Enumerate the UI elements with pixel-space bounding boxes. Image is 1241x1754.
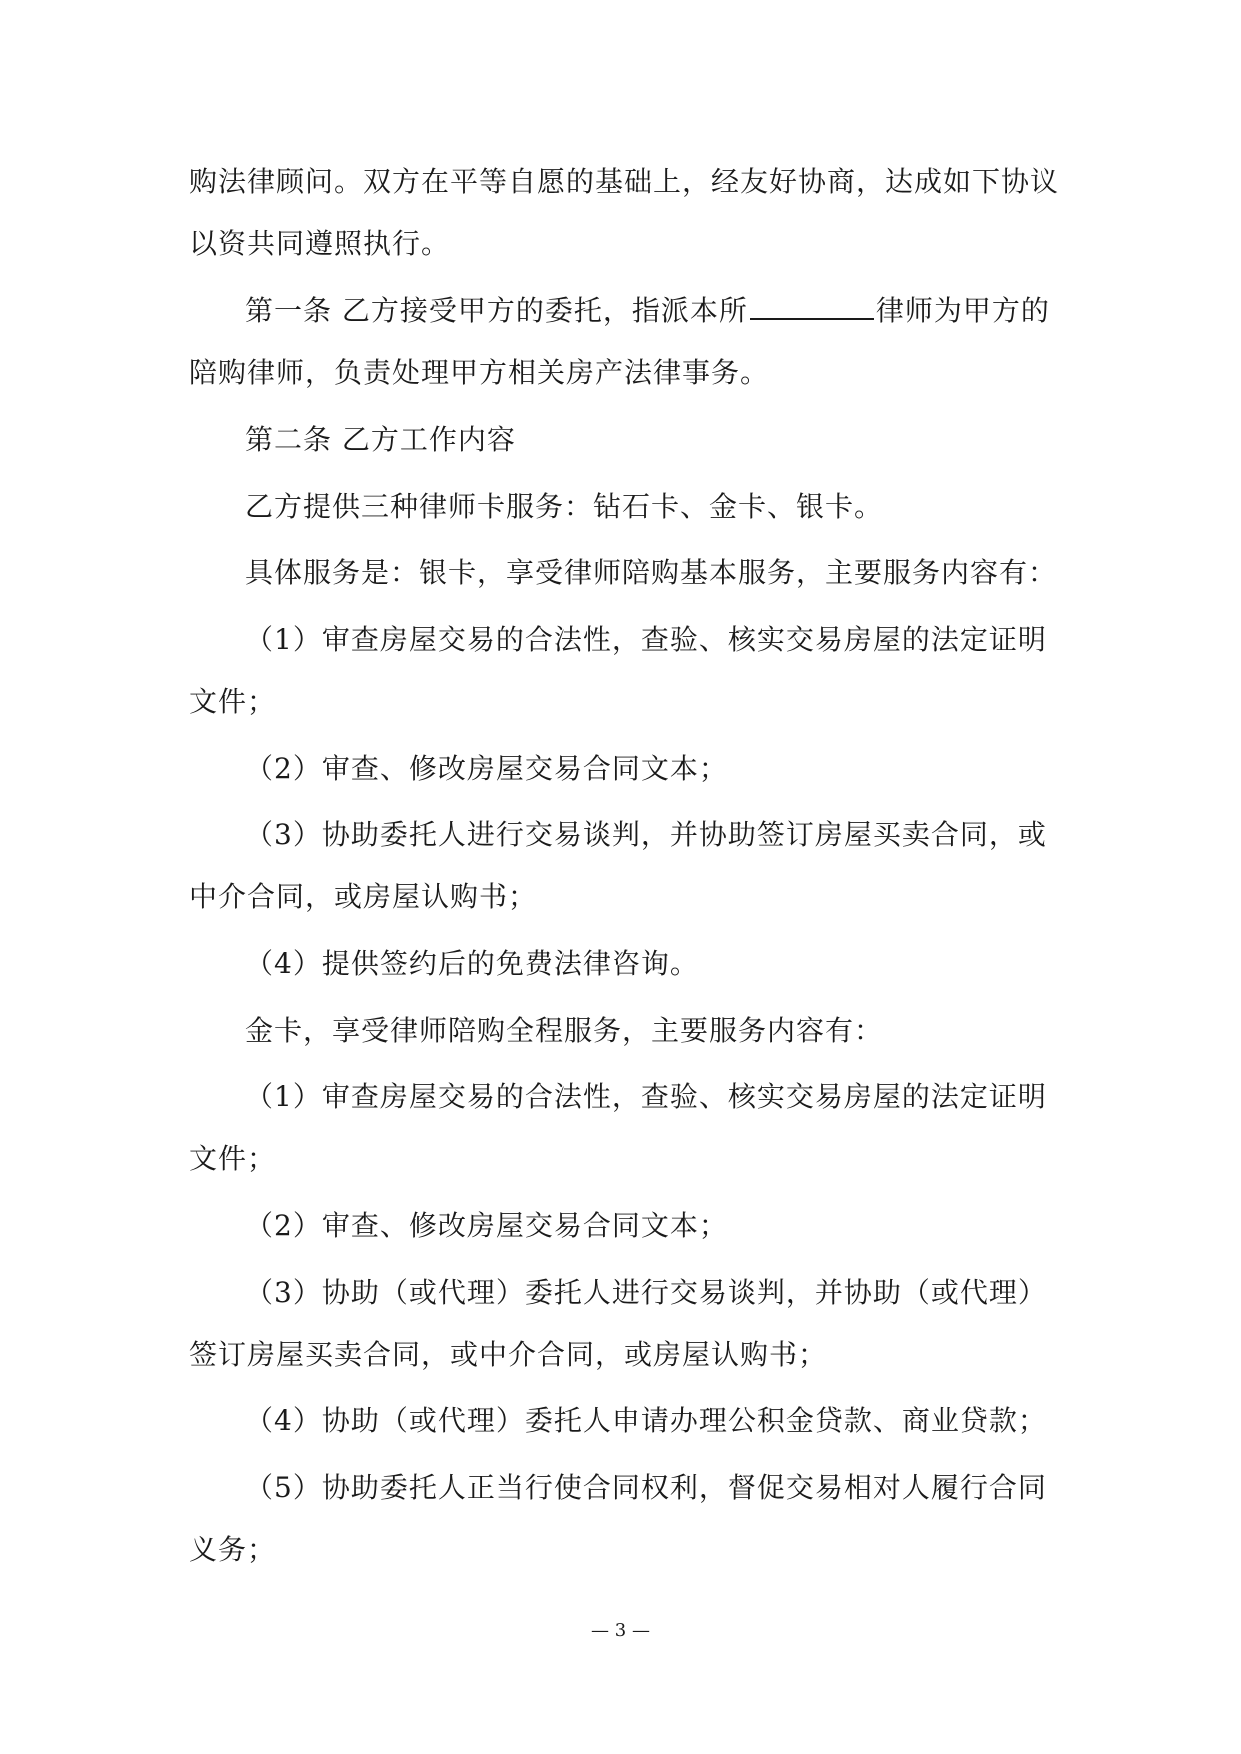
list-item-continuation: 文件； [189,1142,277,1175]
list-item: （2）审查、修改房屋交易合同文本； [245,752,728,785]
paragraph-line: 具体服务是：银卡，享受律师陪购基本服务，主要服务内容有： [245,556,1058,589]
list-item: （1）审查房屋交易的合法性，查验、核实交易房屋的法定证明 [245,1080,1047,1113]
list-item-continuation: 签订房屋买卖合同，或中介合同，或房屋认购书； [189,1338,828,1371]
list-item: （1）审查房屋交易的合法性，查验、核实交易房屋的法定证明 [245,623,1047,656]
list-item: （2）审查、修改房屋交易合同文本； [245,1209,728,1242]
paragraph-line: 陪购律师，负责处理甲方相关房产法律事务。 [189,356,770,389]
list-item: （5）协助委托人正当行使合同权利，督促交易相对人履行合同 [245,1471,1047,1504]
list-item: （3）协助委托人进行交易谈判，并协助签订房屋买卖合同，或 [245,818,1047,851]
page-number: — 3 — [591,1620,650,1641]
article-one-suffix: 律师为甲方的 [875,294,1050,327]
list-item: （3）协助（或代理）委托人进行交易谈判，并协助（或代理） [245,1276,1047,1309]
paragraph-line: 乙方提供三种律师卡服务：钻石卡、金卡、银卡。 [245,490,884,523]
list-item-continuation: 义务； [189,1533,277,1566]
list-item-continuation: 文件； [189,685,277,718]
list-item: （4）协助（或代理）委托人申请办理公积金贷款、商业贷款； [245,1404,1047,1437]
list-item-continuation: 中介合同，或房屋认购书； [189,880,538,913]
article-two-heading: 第二条 乙方工作内容 [245,423,516,456]
paragraph-line: 金卡，享受律师陪购全程服务，主要服务内容有： [245,1014,884,1047]
lawyer-name-blank [750,292,874,320]
paragraph-line: 购法律顾问。双方在平等自愿的基础上，经友好协商，达成如下协议 [189,165,1060,198]
article-one-line [245,291,1075,331]
paragraph-line: 以资共同遵照执行。 [189,227,451,260]
article-one-prefix: 第一条 乙方接受甲方的委托，指派本所 [245,294,748,327]
list-item: （4）提供签约后的免费法律咨询。 [245,947,699,980]
